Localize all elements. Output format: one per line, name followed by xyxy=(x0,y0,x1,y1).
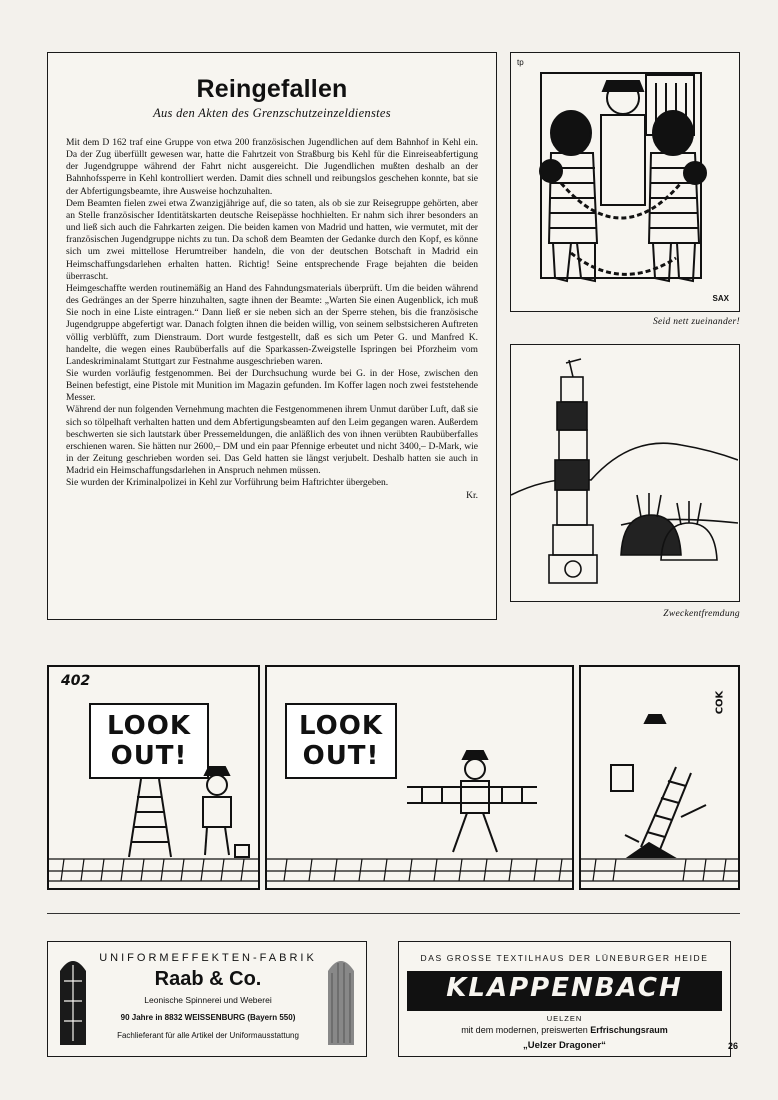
page-number: 26 xyxy=(728,1041,739,1051)
ad-raab-line3: Fachlieferant für alle Artikel der Uniformausstattung xyxy=(117,1031,299,1040)
ad-raab-name: Raab & Co. xyxy=(154,968,262,990)
decorative-panel-icon xyxy=(326,951,356,1047)
article-paragraph: Dem Beamten fielen zwei etwa Zwanzigjährige auf, die so taten, als ob sie zur Reisegruppe gehörten, aber an Stelle französischer Identitätskarten deutsche Reisepässe hochhielten. Er nahm sich ihrer besonders an und ließ sich auch die Fahrkarten zeigen. Die beiden kamen von Madrid und hatten, wie vermutet, mit der französischen Jugendgruppe nichts zu tun. Da schoß dem Beamten der Gedanke durch den Kopf, es könne sich um zwei mittellose Herumtreiber handeln, die von der deutschen Botschaft in Madrid ein Heimschaffungsdarlehen erhalten hatten. Richtig! Seine entsprechende Frage bejahten die beiden überrascht. xyxy=(66,197,478,282)
cartoon-totem xyxy=(510,344,740,602)
section-divider xyxy=(47,913,740,914)
cartoon-artist-signature: SAX xyxy=(712,294,729,303)
cartoon-caption: Zweckentfremdung xyxy=(663,609,740,619)
panel-2-illustration xyxy=(267,667,572,888)
ad-klappenbach-name: KLAPPENBACH xyxy=(446,973,683,1003)
totem-illustration xyxy=(511,345,738,600)
comic-number: 402 xyxy=(61,673,91,689)
ad-klappenbach-line1 xyxy=(399,1025,730,1035)
article-paragraph: Sie wurden vorläufig festgenommen. Bei der Durchsuchung wurde bei G. in der Hose, zwischen den Beinen befestigt, eine Pistole mit Munition im Magazin gefunden. Im Koffer lagen noch zwei feststehende Messer. xyxy=(66,367,478,404)
ad-klappenbach-kicker: DAS GROSSE TEXTILHAUS DER LÜNEBURGER HEIDE xyxy=(420,953,709,963)
ad-klappenbach-banner xyxy=(407,971,722,1011)
article-box xyxy=(47,52,497,620)
sign-line-2: OUT! xyxy=(302,741,380,771)
article-paragraph: Während der nun folgenden Vernehmung machten die Festgenommenen ihrem Unmut darüber Luft, daß sie sich so tölpelhaft verhalten hatten und dem Abfertigungsbeamten auf den Leim gegangen waren. Außerdem beschwerten sie sich lautstark über Pressemeldungen, die anläßlich des von ihnen verübten Raubüberfalles erschienen waren. Sie hätten nur 2600,– DM und ein paar Pfennige erbeutet und nicht 3400,– D-Mark, wie in der Zeitung geschrieben worden sei. Das Geld hatten sie längst verjubelt. Deshalb hatten sie auch in Madrid ein Heimschaffungsdarlehen in Anspruch nehmen müssen. xyxy=(66,404,478,477)
sign-line-1: LOOK xyxy=(299,711,383,741)
ad-klappenbach-line1-prefix: mit dem modernen, preiswerten xyxy=(461,1025,588,1035)
ad-raab xyxy=(47,941,367,1057)
ad-raab-line1: Leonische Spinnerei und Weberei xyxy=(144,995,272,1005)
ad-raab-line2: 90 Jahre in 8832 WEISSENBURG (Bayern 550) xyxy=(120,1013,296,1022)
cartoon-caption: Seid nett zueinander! xyxy=(652,317,740,327)
cartoon-prisoners xyxy=(510,52,740,312)
cartoon-label: tp xyxy=(517,58,524,67)
sign-line-1: LOOK xyxy=(107,711,191,741)
ad-klappenbach-town: UELZEN xyxy=(546,1014,583,1023)
article-subtitle: Aus den Akten des Grenzschutzeinzeldienstes xyxy=(153,106,391,120)
ad-klappenbach-line2: „Uelzer Dragoner“ xyxy=(523,1040,606,1051)
comic-panel-3 xyxy=(579,665,740,890)
prisoners-illustration xyxy=(511,53,738,310)
comic-artist-signature: COK xyxy=(714,690,726,715)
comic-panel-1 xyxy=(47,665,260,890)
panel-1-illustration xyxy=(49,667,258,888)
uniform-emblem-icon xyxy=(58,951,88,1047)
article-paragraph: Heimgeschaffte werden routinemäßig an Hand des Fahndungsmaterials überprüft. Um die beiden während des Gedränges an der Sperre hinzuhalten, sagte ihnen der Beamte: „Warten Sie einen Augenblick, ich muß Sie noch in eine Liste eintragen.“ Dann ließ er sie neben sich an der Sperre stehen, bis die französische Jugendgruppe abgefertigt war. Danach folgten ihnen die beiden willig, von seinem selbstsicheren Auftreten völlig verblüfft, zum Dienstraum. Dort wurde festgestellt, daß es sich um Peter G. und Manfred K. handelte, die wegen eines Raubüberfalls auf die Sparkassen-Zweigstelle Ispringen bei Pforzheim vom Landeskriminalamt Stuttgart zur Festnahme ausgeschrieben waren. xyxy=(66,282,478,367)
ad-klappenbach-line1-bold: Erfrischungsraum xyxy=(590,1025,668,1035)
panel-3-illustration xyxy=(581,667,738,888)
ad-klappenbach xyxy=(398,941,731,1057)
article-paragraph: Sie wurden der Kriminalpolizei in Kehl zur Vorführung beim Haftrichter übergeben. xyxy=(66,477,389,489)
article-paragraph: Mit dem D 162 traf eine Gruppe von etwa 200 französischen Jugendlichen auf dem Bahnhof in Kehl ein. Da der Zug überfüllt gewesen war, hatte die Fahrtzeit von Straßburg bis Kehl für die Einreiseabfertigung der Jugendgruppe während der Fahrt nicht ausgereicht. Die Jugendlichen mußten deshalb an der Bahnhofssperre in Kehl kontrolliert werden. Damit dies schnell und reibungslos geschehen konnte, bat sie der Abfertigungsbeamte, ihre Ausweise hochzuhalten. xyxy=(66,137,478,197)
ad-raab-kicker: UNIFORMEFFEKTEN-FABRIK xyxy=(99,952,317,964)
sign-line-2: OUT! xyxy=(110,741,188,771)
article-signature: Kr. xyxy=(466,489,478,501)
article-title: Reingefallen xyxy=(196,75,348,103)
comic-panel-2 xyxy=(265,665,574,890)
